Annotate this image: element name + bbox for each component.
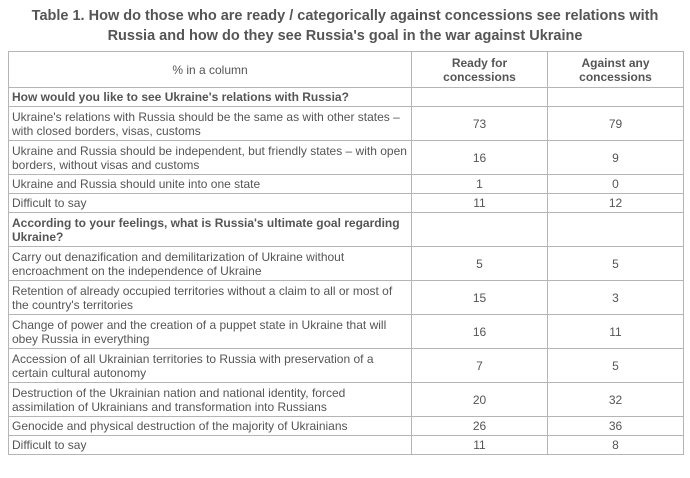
row-against-value: 32 (548, 383, 684, 417)
row-label: Difficult to say (9, 194, 412, 213)
section-heading-row (9, 88, 684, 107)
row-against-value: 11 (548, 315, 684, 349)
section-heading: According to your feelings, what is Russia's ultimate goal regarding Ukraine? (9, 213, 412, 247)
row-label: Ukraine and Russia should unite into one state (9, 175, 412, 194)
header-label-cell: % in a column (9, 52, 412, 88)
header-ready-cell: Ready for concessions (412, 52, 548, 88)
row-label: Difficult to say (9, 436, 412, 455)
row-ready-value: 26 (412, 417, 548, 436)
row-against-value: 79 (548, 107, 684, 141)
row-ready-value: 11 (412, 194, 548, 213)
row-ready-value: 11 (412, 436, 548, 455)
row-ready-value: 5 (412, 247, 548, 281)
table-row (9, 417, 684, 436)
table-title (0, 6, 690, 46)
table-row (9, 175, 684, 194)
row-against-value: 0 (548, 175, 684, 194)
row-label: Destruction of the Ukrainian nation and national identity, forced assimilation of Ukrainians and transformation into Russians (9, 383, 412, 417)
table-row (9, 383, 684, 417)
row-against-value: 8 (548, 436, 684, 455)
section-heading-row (9, 213, 684, 247)
table-title-line-2: Russia and how do they see Russia's goal in the war against Ukraine (107, 28, 583, 44)
survey-table (8, 51, 684, 455)
table-row (9, 194, 684, 213)
row-ready-value: 7 (412, 349, 548, 383)
table-row (9, 281, 684, 315)
row-label: Ukraine and Russia should be independent, but friendly states – with open borders, without visas and customs (9, 141, 412, 175)
table-row (9, 247, 684, 281)
table-row (9, 436, 684, 455)
row-ready-value: 15 (412, 281, 548, 315)
table-row (9, 107, 684, 141)
table-row (9, 349, 684, 383)
header-against-cell: Against any concessions (548, 52, 684, 88)
row-label: Change of power and the creation of a puppet state in Ukraine that will obey Russia in everything (9, 315, 412, 349)
header-row (9, 52, 684, 88)
table-row (9, 315, 684, 349)
row-label: Accession of all Ukrainian territories to Russia with preservation of a certain cultural autonomy (9, 349, 412, 383)
row-label: Carry out denazification and demilitarization of Ukraine without encroachment on the independence of Ukraine (9, 247, 412, 281)
row-ready-value: 73 (412, 107, 548, 141)
row-ready-value: 16 (412, 141, 548, 175)
row-against-value: 36 (548, 417, 684, 436)
row-ready-value: 1 (412, 175, 548, 194)
row-ready-value: 20 (412, 383, 548, 417)
table-title-line-1: Table 1. How do those who are ready / categorically against concessions see relations with (31, 8, 659, 24)
row-label: Genocide and physical destruction of the majority of Ukrainians (9, 417, 412, 436)
section-heading: How would you like to see Ukraine's relations with Russia? (9, 88, 412, 107)
row-against-value: 5 (548, 247, 684, 281)
row-ready-value: 16 (412, 315, 548, 349)
row-against-value: 9 (548, 141, 684, 175)
row-against-value: 3 (548, 281, 684, 315)
row-against-value: 5 (548, 349, 684, 383)
table-row (9, 141, 684, 175)
row-label: Retention of already occupied territories without a claim to all or most of the country's territories (9, 281, 412, 315)
row-label: Ukraine's relations with Russia should be the same as with other states – with closed borders, visas, customs (9, 107, 412, 141)
row-against-value: 12 (548, 194, 684, 213)
